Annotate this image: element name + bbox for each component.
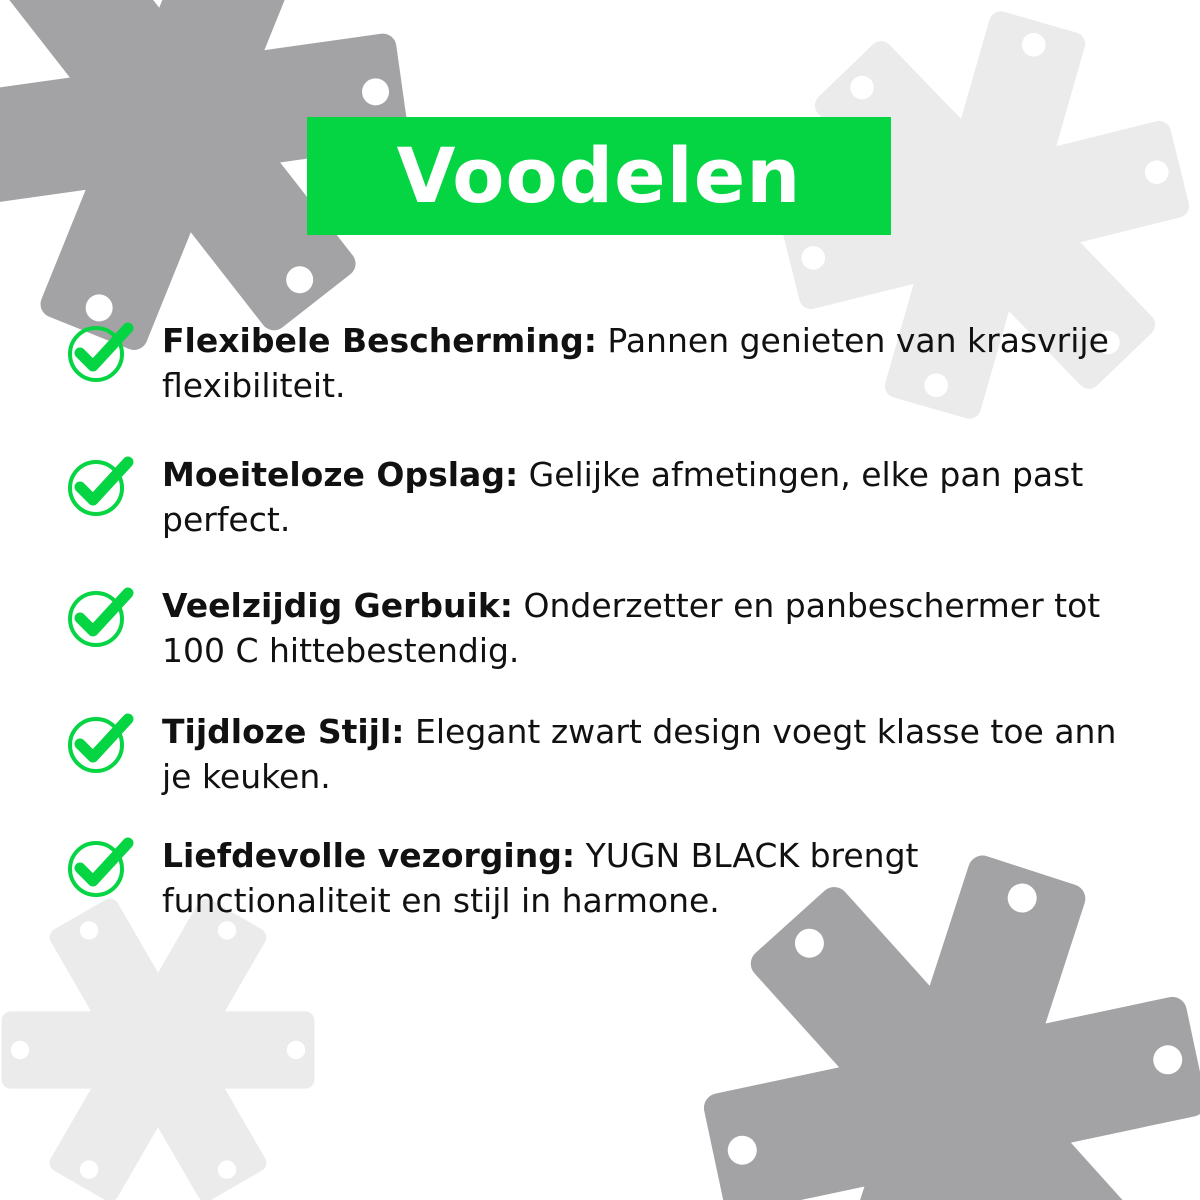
benefit-description: Onderzetter en panbeschermer tot 100 C hittebestendig. bbox=[162, 586, 1101, 670]
check-icon bbox=[66, 585, 134, 649]
benefit-description: Elegant zwart design voegt klasse toe ann je keuken. bbox=[162, 712, 1117, 796]
benefit-text bbox=[162, 318, 1137, 408]
benefit-text bbox=[162, 709, 1137, 799]
benefit-text bbox=[162, 452, 1137, 542]
check-icon bbox=[66, 835, 134, 899]
benefit-heading: Tijdloze Stijl: bbox=[162, 712, 405, 751]
benefit-heading: Veelzijdig Gerbuik: bbox=[162, 586, 513, 625]
benefit-text bbox=[162, 583, 1137, 673]
benefit-heading: Liefdevolle vezorging: bbox=[162, 836, 576, 875]
benefit-heading: Moeiteloze Opslag: bbox=[162, 455, 519, 494]
check-icon bbox=[66, 454, 134, 518]
check-icon bbox=[66, 711, 134, 775]
benefit-description: Pannen genieten van krasvrije flexibiliteit. bbox=[162, 321, 1109, 405]
benefit-text bbox=[162, 833, 1137, 923]
benefit-heading: Flexibele Bescherming: bbox=[162, 321, 597, 360]
benefit-description: YUGN BLACK brengt functionaliteit en stijl in harmone. bbox=[162, 836, 919, 920]
benefit-description: Gelijke afmetingen, elke pan past perfect. bbox=[162, 455, 1084, 539]
page-title: Voodelen bbox=[396, 131, 802, 220]
check-icon bbox=[66, 320, 134, 384]
